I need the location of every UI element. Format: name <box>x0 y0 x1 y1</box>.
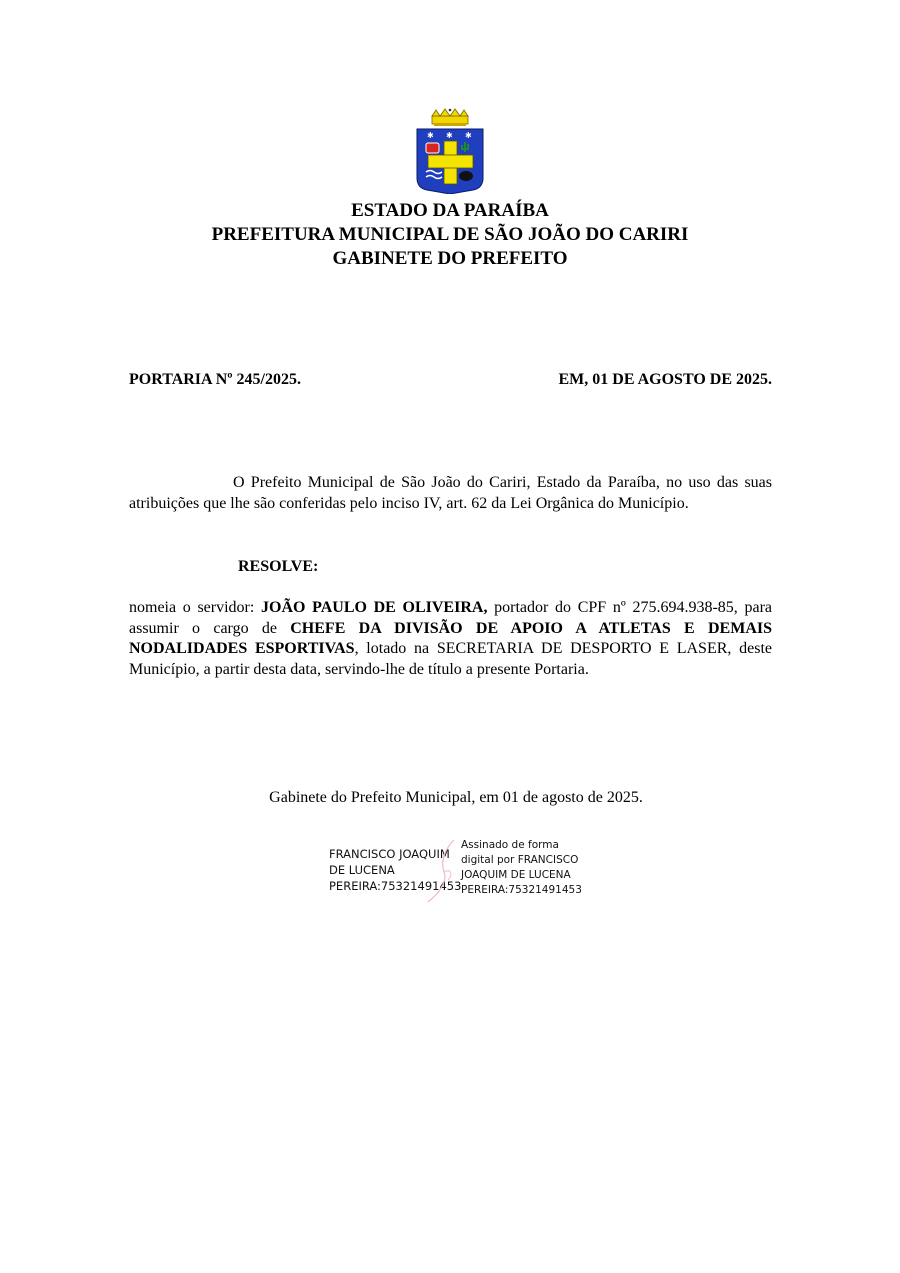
appointee-name: JOÃO PAULO DE OLIVEIRA, <box>261 599 488 616</box>
signer-line-3: PEREIRA:75321491453 <box>329 879 462 893</box>
signature-info-line-2: digital por FRANCISCO <box>461 854 579 866</box>
signature-info-line-1: Assinado de forma <box>461 839 559 851</box>
header-gabinete: GABINETE DO PREFEITO <box>332 248 568 269</box>
resolve-label: RESOLVE: <box>238 558 319 575</box>
svg-text:✱: ✱ <box>465 131 472 140</box>
appointment-text-3: , lotado na SECRETARIA DE DESPORTO E LASER, deste Município, a partir desta data, servindo-lhe de título a presente Portaria. <box>129 640 772 678</box>
appointment-paragraph <box>129 598 772 680</box>
header-prefeitura: PREFEITURA MUNICIPAL DE SÃO JOÃO DO CARIRI <box>211 224 689 245</box>
appointment-text-2: portador do CPF nº 275.694.938-85, para assumir o cargo de <box>129 599 773 637</box>
header-state: ESTADO DA PARAÍBA <box>351 200 549 221</box>
coat-of-arms-icon <box>413 108 487 194</box>
svg-text:✱: ✱ <box>427 131 434 140</box>
digital-signature <box>329 838 599 904</box>
signature-info-line-4: PEREIRA:75321491453 <box>461 884 582 896</box>
crown-icon <box>432 109 468 126</box>
appointment-text-1: nomeia o servidor: <box>129 599 262 616</box>
svg-text:✱: ✱ <box>446 131 453 140</box>
portaria-number: PORTARIA Nº 245/2025. <box>129 371 301 388</box>
closing-line: Gabinete do Prefeito Municipal, em 01 de agosto de 2025. <box>269 789 643 806</box>
document-header <box>0 199 900 271</box>
signer-line-2: DE LUCENA <box>329 863 395 877</box>
signature-mark-icon <box>424 838 464 904</box>
signature-info-line-3: JOAQUIM DE LUCENA <box>461 869 571 881</box>
portaria-date: EM, 01 DE AGOSTO DE 2025. <box>558 371 772 388</box>
signature-info-block <box>461 838 582 898</box>
signer-line-1: FRANCISCO JOAQUIM <box>329 847 450 861</box>
intro-paragraph: O Prefeito Municipal de São João do Cariri, Estado da Paraíba, no uso das suas atribuições que lhe são conferidas pelo inciso IV, art. 62 da Lei Orgânica do Município. <box>129 474 772 512</box>
appointment-position: CHEFE DA DIVISÃO DE APOIO A ATLETAS E DEMAIS NODALIDADES ESPORTIVAS <box>129 619 772 657</box>
